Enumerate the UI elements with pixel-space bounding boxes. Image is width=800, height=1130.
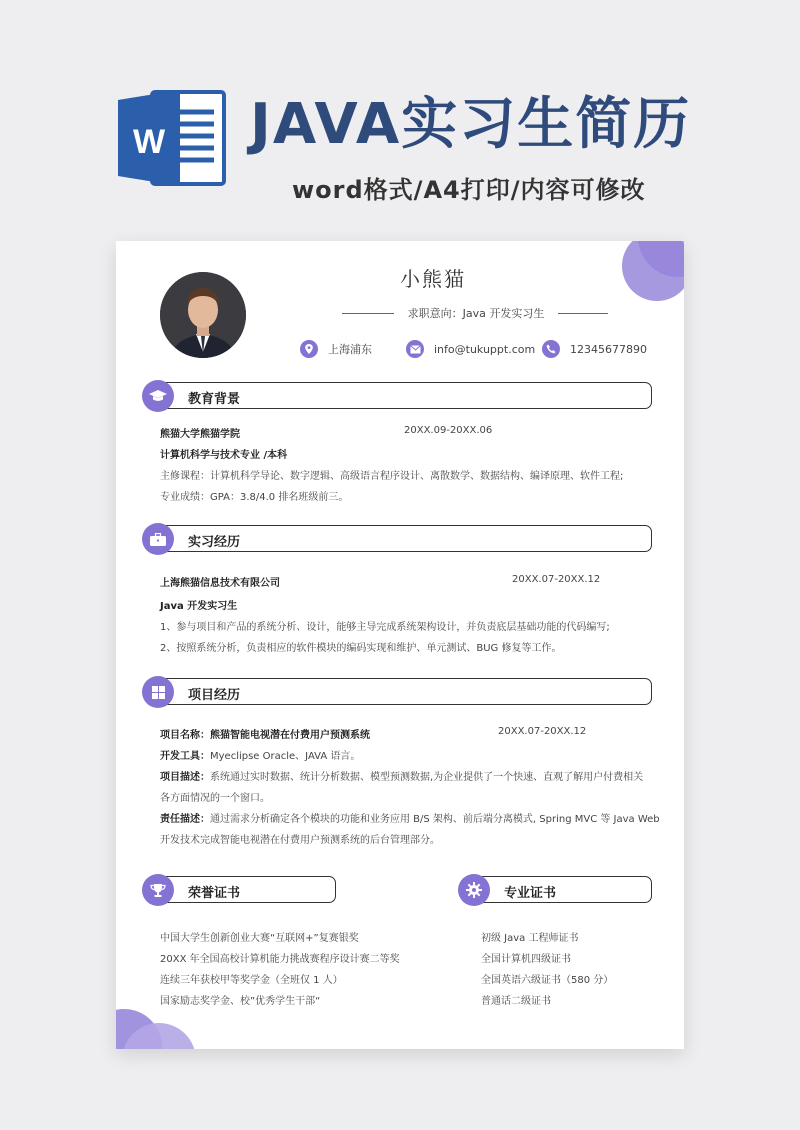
- internship-company: 上海熊猫信息技术有限公司: [160, 578, 280, 589]
- avatar: [160, 272, 246, 358]
- project-resp-row: [160, 810, 660, 825]
- project-desc-row: [160, 768, 643, 783]
- windows-icon: [142, 676, 174, 708]
- contact-email: [406, 340, 535, 358]
- phone-icon: [542, 340, 560, 358]
- briefcase-icon: [142, 523, 174, 555]
- section-title-internship: 实习经历: [188, 535, 241, 550]
- project-desc-line-1: 系统通过实时数据、统计分析数据、模型预测数据,为企业提供了一个快速、直观了解用户付费相关: [210, 772, 644, 783]
- project-name-label: 项目名称：: [160, 730, 210, 741]
- word-icon: [116, 86, 228, 190]
- education-school: 熊猫大学熊猫学院: [160, 429, 240, 440]
- education-grades: 专业成绩：GPA：3.8/4.0 排名班级前三。: [160, 492, 349, 503]
- project-resp-line-1: 通过需求分析确定各个模块的功能和业务应用 B/S 架构、前后端分离模式, Spring MVC 等 Java Web: [210, 814, 660, 825]
- project-tools-row: [160, 747, 360, 762]
- cert-item: 全国计算机四级证书: [481, 954, 571, 965]
- trophy-icon: [142, 874, 174, 906]
- project-period: 20XX.07-20XX.12: [498, 726, 587, 737]
- word-badge-letter: W: [132, 123, 166, 161]
- location-text: 上海浦东: [328, 343, 372, 356]
- education-period: 20XX.09-20XX.06: [404, 425, 493, 436]
- job-intent: 求职意向：Java 开发实习生: [407, 307, 545, 320]
- contact-location: [300, 340, 372, 358]
- project-resp-label: 责任描述：: [160, 814, 210, 825]
- section-title-education: 教育背景: [188, 392, 241, 407]
- email-text: info@tukuppt.com: [434, 342, 536, 356]
- cert-item: 全国英语六级证书（580 分）: [481, 975, 614, 986]
- internship-duty-2: 2、按照系统分析，负责相应的软件模块的编码实现和维护、单元测试、BUG 修复等工作。: [160, 643, 562, 654]
- section-title-certs: 专业证书: [504, 886, 557, 901]
- graduation-cap-icon: [142, 380, 174, 412]
- candidate-name: 小熊猫: [400, 267, 466, 291]
- location-icon: [300, 340, 318, 358]
- phone-text: 12345677890: [570, 342, 647, 356]
- section-header-honors: [156, 876, 336, 903]
- project-name-row: [160, 726, 370, 741]
- gear-icon: [458, 874, 490, 906]
- page-subtitle: word格式/A4打印/内容可修改: [292, 176, 646, 204]
- honor-item: 中国大学生创新创业大赛“互联网+”复赛银奖: [160, 933, 359, 944]
- section-header-certs: [472, 876, 652, 903]
- project-resp-line-2: 开发技术完成智能电视潜在付费用户预测系统的后台管理部分。: [160, 835, 440, 846]
- cert-item: 普通话二级证书: [481, 996, 551, 1007]
- internship-role: Java 开发实习生: [160, 601, 238, 612]
- honor-item: 20XX 年全国高校计算机能力挑战赛程序设计赛二等奖: [160, 954, 400, 965]
- divider: [558, 313, 608, 314]
- honor-item: 国家励志奖学金、校”优秀学生干部“: [160, 996, 321, 1007]
- project-desc-label: 项目描述：: [160, 772, 210, 783]
- education-major: 计算机科学与技术专业 /本科: [160, 450, 288, 461]
- section-title-honors: 荣誉证书: [188, 886, 241, 901]
- project-desc-line-2: 各方面情况的一个窗口。: [160, 793, 270, 804]
- resume-page: [116, 241, 684, 1049]
- decor-circle: [622, 241, 684, 301]
- education-courses: 主修课程：计算机科学导论、数字逻辑、高级语言程序设计、离散数学、数据结构、编译原理、软件工程;: [160, 471, 624, 482]
- cert-item: 初级 Java 工程师证书: [481, 933, 579, 944]
- page-title: JAVA实习生简历: [250, 92, 692, 157]
- section-title-project: 项目经历: [188, 688, 241, 703]
- internship-duty-1: 1、参与项目和产品的系统分析、设计，能够主导完成系统架构设计，并负责底层基础功能的代码编写;: [160, 622, 610, 633]
- project-tools: Myeclipse Oracle、JAVA 语言。: [210, 751, 361, 762]
- mail-icon: [406, 340, 424, 358]
- honor-item: 连续三年获校甲等奖学金（全班仅 1 人）: [160, 975, 343, 986]
- contact-phone: [542, 340, 647, 358]
- internship-period: 20XX.07-20XX.12: [512, 574, 601, 585]
- project-name: 熊猫智能电视潜在付费用户预测系统: [210, 730, 370, 741]
- project-tools-label: 开发工具：: [160, 751, 210, 762]
